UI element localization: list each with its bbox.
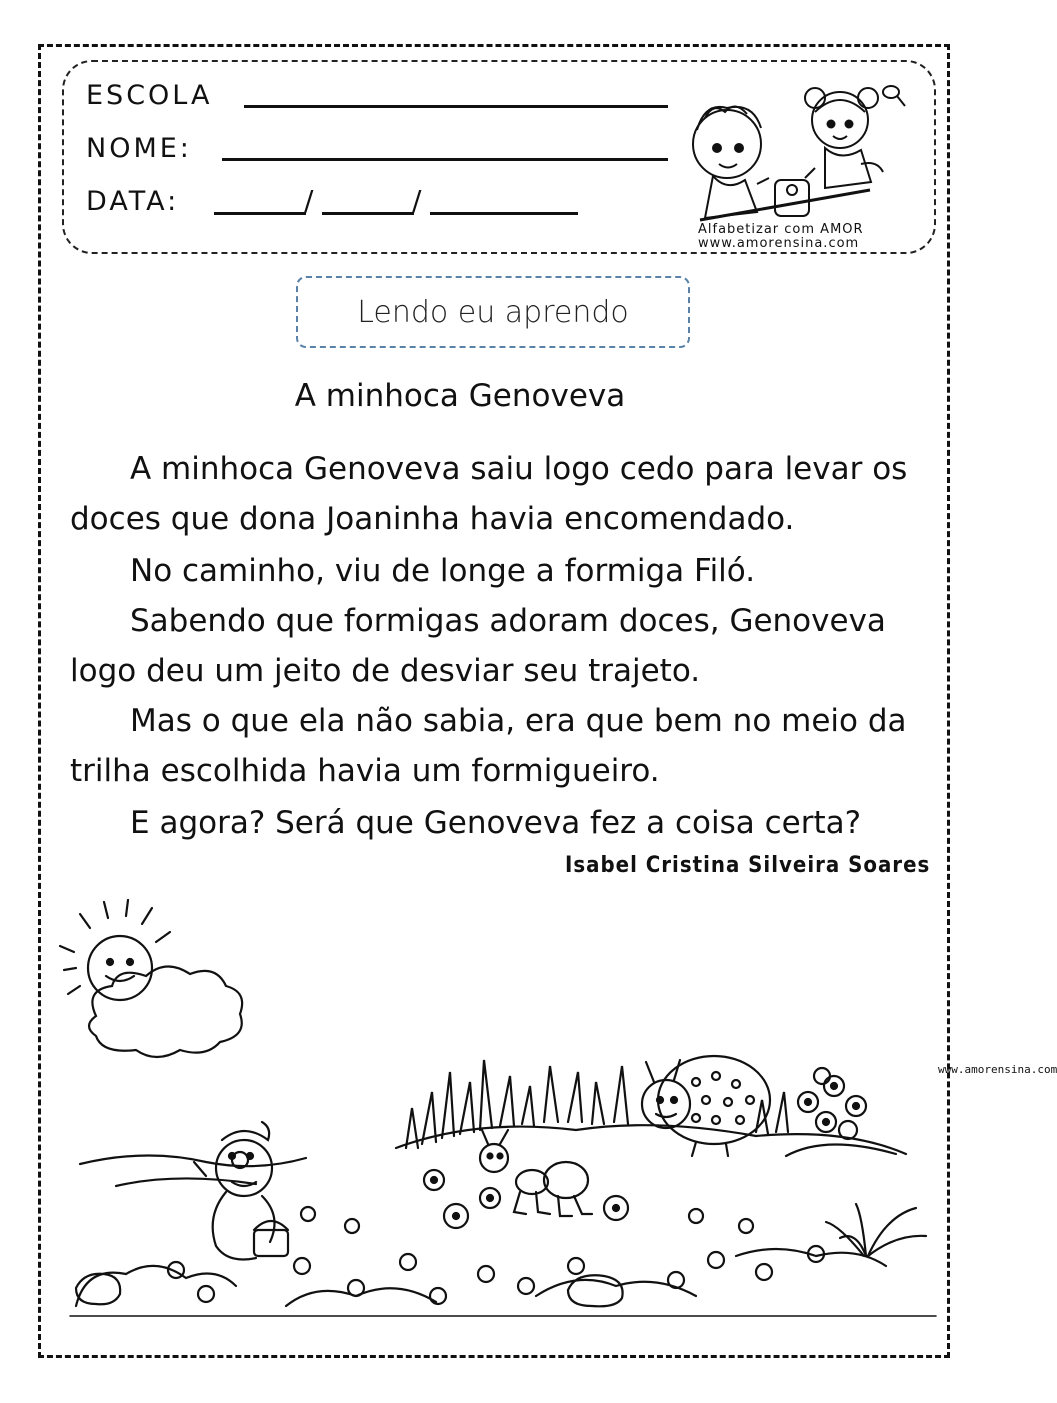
ladybug-character [642, 1056, 770, 1156]
escola-field[interactable] [244, 105, 668, 108]
nome-field[interactable] [222, 158, 668, 161]
paragraph-text: No caminho, viu de longe a formiga Filó. [130, 553, 756, 589]
story-paragraph-5 [70, 798, 950, 848]
story-paragraph-4 [70, 696, 950, 796]
worm-character [194, 1122, 288, 1260]
story-title: A minhoca Genoveva [294, 378, 626, 414]
data-label: DATA: [86, 186, 180, 217]
paragraph-text: E agora? Será que Genoveva fez a coisa certa? [130, 805, 862, 841]
credit-line-2: www.amorensina.com [698, 236, 860, 251]
credit-line-1: Alfabetizar com AMOR [698, 222, 864, 237]
date-month-field[interactable] [322, 212, 414, 215]
story-paragraph-3 [70, 596, 950, 696]
paragraph-text: A minhoca Genoveva saiu logo cedo para levar os doces que dona Joaninha havia encomendado. [70, 451, 908, 537]
meadow-flowers [168, 1170, 824, 1304]
nome-label: NOME: [86, 133, 192, 164]
watermark-text: www.amorensina.com [938, 1063, 1057, 1076]
flower-bush [786, 1068, 896, 1156]
date-year-field[interactable] [430, 212, 578, 215]
story-paragraph-2 [70, 546, 950, 596]
author-signature: Isabel Cristina Silveira Soares [565, 853, 931, 878]
plant-icon [826, 1204, 926, 1256]
vertical-watermark [938, 1063, 1057, 1076]
kids-seesaw-illustration [665, 72, 925, 232]
subtitle-box [296, 276, 690, 348]
ant-character [480, 1130, 592, 1216]
garden-scene-illustration [56, 886, 946, 1326]
date-separator: / [412, 184, 422, 217]
date-day-field[interactable] [214, 212, 306, 215]
paragraph-text: Sabendo que formigas adoram doces, Genoveva logo deu um jeito de desviar seu trajeto. [70, 603, 886, 689]
escola-label: ESCOLA [86, 80, 213, 111]
story-paragraph-1 [70, 444, 950, 544]
sun-icon [60, 900, 170, 1000]
paragraph-text: Mas o que ela não sabia, era que bem no meio da trilha escolhida havia um formigueiro. [70, 703, 907, 789]
subtitle-text: Lendo eu aprendo [357, 294, 629, 330]
date-separator: / [304, 184, 314, 217]
